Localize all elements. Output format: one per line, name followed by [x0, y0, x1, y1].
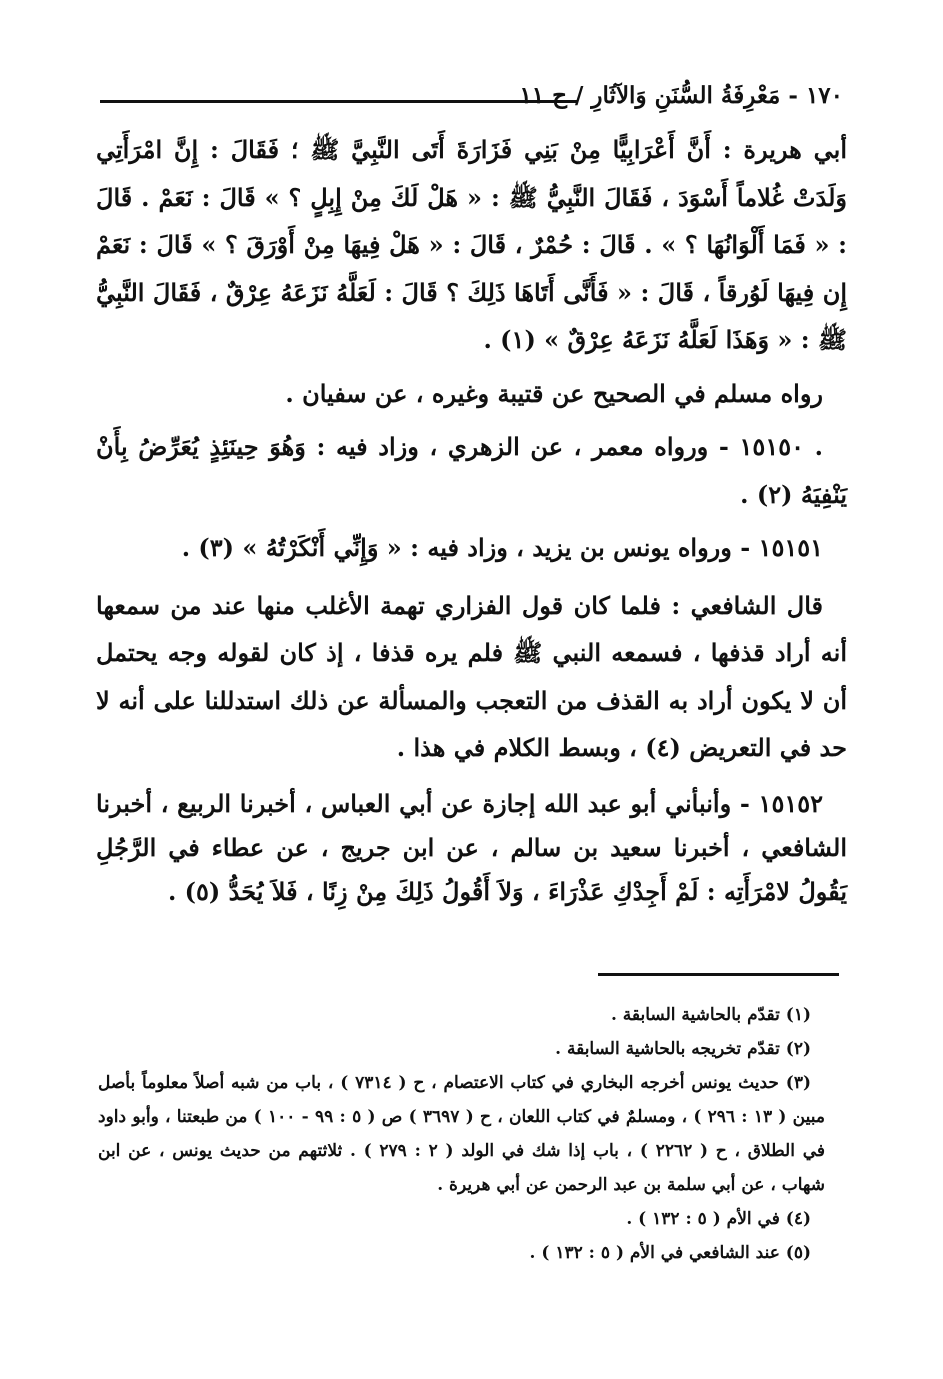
header-title: ١٧٠ - مَعْرِفَةُ السُّنَنِ وَالآثَارِ / ج ١١ — [519, 82, 843, 109]
footnote-5: (٥) عند الشافعي في الأم ( ٥ : ١٣٢ ) . — [529, 1243, 811, 1263]
footnote-2: (٢) تقدّم تخريجه بالحاشية السابقة . — [555, 1039, 811, 1059]
paragraph-15150: . ١٥١٥٠ - ورواه معمر ، عن الزهري ، وزاد فيه : وَهُوَ حِينَئِذٍ يُعَرِّضُ بِأَنْ يَنْفِيَهُ (٢) . — [96, 432, 847, 509]
running-header — [100, 82, 843, 116]
main-text — [96, 126, 847, 914]
paragraph-15151: ١٥١٥١ - ورواه يونس بن يزيد ، وزاد فيه : « وَإِنِّي أَنْكَرْتُهُ » (٣) . — [181, 533, 823, 562]
footnotes — [98, 998, 825, 1270]
paragraph-hadith: أبي هريرة : أَنَّ أَعْرَابِيًّا مِنْ بَنِي فَزَارَةَ أَتَى النَّبِيَّ ﷺ ؛ فَقَالَ : إِنَّ امْرَأَتِي وَلَدَتْ غُلاماً أَسْوَدَ ، فَقَالَ النَّبِيُّ ﷺ : « هَلْ لَكَ مِنْ إِبِلٍ ؟ » قَالَ : نَعَمْ . قَالَ : « فَمَا أَلْوَانُهَا ؟ » . قَالَ : حُمْرٌ ، قَالَ : « هَلْ فِيهَا مِنْ أَوْرَقَ ؟ » قَالَ : نَعَمْ إِن فِيهَا لَوُرقاً ، قَالَ : « فَأَنَّى أَتَاهَا ذَلِكَ ؟ قَالَ : لَعَلَّهُ نَزَعَهُ عِرْقٌ ، فَقَالَ النَّبِيُّ ﷺ : « وَهَذَا لَعَلَّهُ نَزَعَهُ عِرْقٌ » (١) . — [96, 135, 848, 354]
footnote-1: (١) تقدّم بالحاشية السابقة . — [610, 1005, 811, 1025]
header-rule — [100, 100, 578, 103]
footnote-separator — [598, 973, 839, 976]
paragraph-shafii: قال الشافعي : فلما كان قول الفزاري تهمة الأغلب منها عند من سمعها أنه أراد قذفها ، فسمعه النبي ﷺ فلم يره قذفا ، إذ كان لقوله وجه يحتمل أن لا يكون أراد به القذف من التعجب والمسألة عن ذلك استدللنا على أنه لا حد في التعريض (٤) ، وبسط الكلام في هذا . — [96, 590, 847, 762]
paragraph-muslim: رواه مسلم في الصحيح عن قتيبة وغيره ، عن سفيان . — [285, 378, 823, 408]
footnote-3: (٣) حديث يونس أخرجه البخاري في كتاب الاعتصام ، ح ( ٧٣١٤ ) ، باب من شبه أصلاً معلوماً بأصل مبين ( ١٣ : ٢٩٦ ) ، ومسلمٌ في كتاب اللعان ، ح ( ٣٦٩٧ ) ص ( ٥ : ٩٩ - ١٠٠ ) من طبعتنا ، وأبو داود في الطلاق ، ح ( ٢٢٦٢ ) ، باب إذا شك في الولد ( ٢ : ٢٧٩ ) . ثلاثتهم من حديث يونس ، عن ابن شهاب ، عن أبي سلمة بن عبد الرحمن عن أبي هريرة . — [98, 1073, 825, 1195]
footnote-4: (٤) في الأم ( ٥ : ١٣٢ ) . — [626, 1209, 811, 1229]
paragraph-15152: ١٥١٥٢ - وأنبأني أبو عبد الله إجازة عن أبي العباس ، أخبرنا الربيع ، أخبرنا الشافعي ، أخبرنا سعيد بن سالم ، عن ابن جريج ، عن عطاء في الرَّجُلِ يَقُولُ لامْرَأَتِه : لَمْ أَجِدْكِ عَذْرَاءَ ، وَلاَ أَقُولُ ذَلِكَ مِنْ زِنًا ، فَلاَ يُحَدُّ (٥) . — [96, 788, 847, 906]
